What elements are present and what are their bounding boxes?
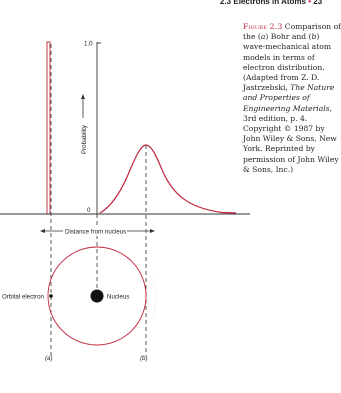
y-axis-arrow-head — [81, 94, 85, 99]
y-axis-label: Probability — [81, 125, 88, 154]
caption-b: b — [311, 32, 317, 42]
page-number: 23 — [313, 0, 323, 6]
probability-curve — [100, 145, 236, 213]
caption-text-2: ) Bohr and ( — [265, 32, 312, 42]
figure-label: Figure 2.3 — [243, 22, 283, 31]
tick-0-label: 0 — [87, 207, 91, 214]
panel-b-label: (b) — [140, 355, 148, 362]
panel-a-label: (a) — [45, 355, 53, 362]
orbital-electron-label: Orbital electron — [2, 293, 44, 301]
caption-text-1: Comparison of the ( — [243, 22, 341, 42]
caption-text-3: ) wave-mechanical atom models in terms of electron distribution. (Adapted from Z. D. Jastrzebski, — [243, 32, 332, 93]
orbital-electron-dot — [49, 294, 53, 298]
x-axis-label: Distance from nucleus — [65, 228, 127, 236]
tick-1-0-label: 1.0 — [84, 40, 93, 48]
electron-cloud — [146, 268, 157, 327]
nucleus-dot — [91, 290, 104, 303]
caption-text-4: , 3rd edition, p. 4. Copyright © 1987 by John Wiley & Sons, New York. Reprinted by permission of John Wiley & Sons, Inc.) — [243, 103, 339, 174]
nucleus-label: Nucleus — [107, 293, 130, 301]
section-number: 2.3 — [220, 0, 232, 6]
section-title: Electrons in Atoms — [233, 0, 306, 6]
caption-a: a — [260, 32, 266, 42]
distance-arrow-right — [150, 229, 155, 233]
caption-book-title: The Nature and Properties of Engineering Materials — [243, 83, 335, 113]
header-bullet: • — [308, 0, 312, 6]
distance-arrow-left — [40, 229, 45, 233]
bohr-probability-bar — [47, 42, 50, 214]
